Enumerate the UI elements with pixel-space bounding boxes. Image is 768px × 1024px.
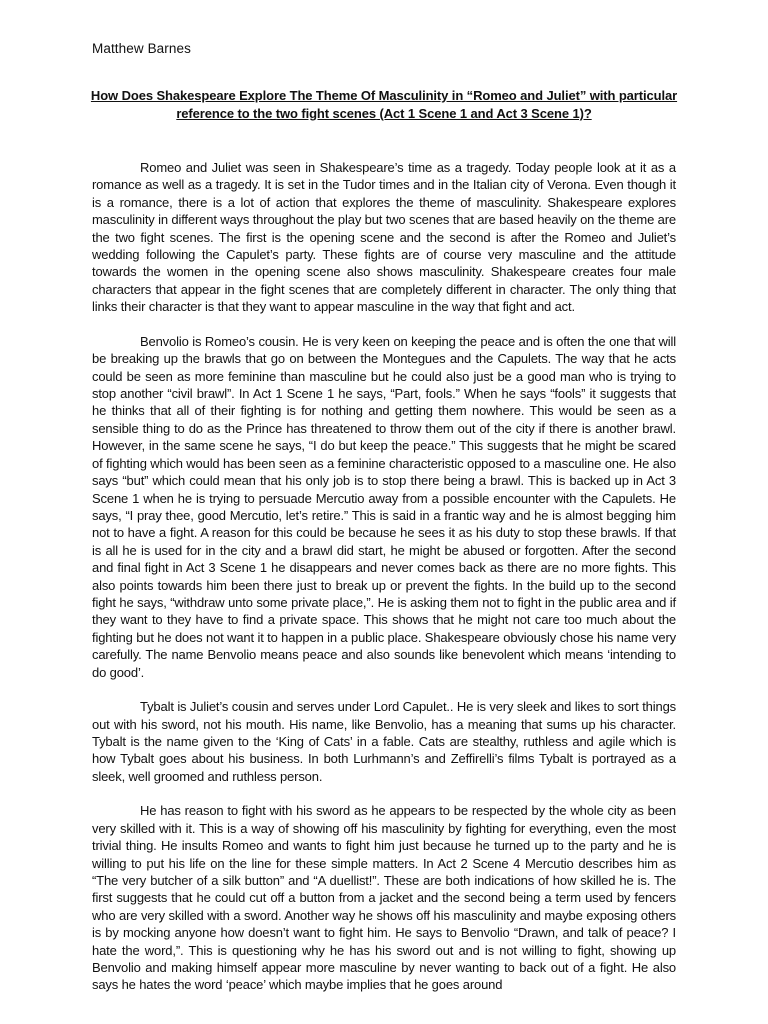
essay-title: How Does Shakespeare Explore The Theme Of Masculinity in “Romeo and Juliet” with particular reference to the two fight scenes (Act 1 Scene 1 and Act 3 Scene 1)? [90,88,678,121]
essay-body [92,159,676,1011]
paragraph-intro: Romeo and Juliet was seen in Shakespeare’s time as a tragedy. Today people look at it as a romance as well as a tragedy. It is set in the Tudor times and in the Italian city of Verona. Even though it is a romance, there is a lot of action that explores the theme of masculinity. Shakespeare explores masculinity in different ways throughout the play but two scenes that are based heavily on the theme are the two fight scenes. The first is the opening scene and the second is after the Romeo and Juliet’s wedding following the Capulet’s party. These fights are of course very masculine and the attitude towards the women in the opening scene also shows masculinity. Shakespeare creates four male characters that appear in the fight scenes that are completely different in character. The only thing that links their character is that they want to appear masculine in the way that fight and act. [92,160,676,315]
paragraph-tybalt: Tybalt is Juliet’s cousin and serves under Lord Capulet.. He is very sleek and likes to sort things out with his sword, not his mouth. His name, like Benvolio, has a meaning that sums up his character. Tybalt is the name given to the ‘King of Cats’ in a fable. Cats are stealthy, ruthless and agile which is how Tybalt goes about his business. In both Lurhmann’s and Zeffirelli’s films Tybalt is portrayed as a sleek, well groomed and ruthless person. [92,699,676,784]
paragraph-benvolio: Benvolio is Romeo’s cousin. He is very keen on keeping the peace and is often the one that will be breaking up the brawls that go on between the Montegues and the Capulets. The way that he acts could be seen as more feminine than masculine but he could also just be a good man who is trying to stop another “civil brawl”. In Act 1 Scene 1 he says, “Part, fools.” When he says “fools” it suggests that he thinks that all of their fighting is for nothing and getting them nowhere. This would be seen as a sensible thing to do as the Prince has threatened to throw them out of the city if there is another brawl. However, in the same scene he says, “I do but keep the peace.” This suggests that he might be scared of fighting which would has been seen as a feminine characteristic opposed to a masculine one. He also says “but” which could mean that his only job is to stop there being a brawl. This is backed up in Act 3 Scene 1 when he is trying to persuade Mercutio away from a possible encounter with the Capulets. He says, “I pray thee, good Mercutio, let’s retire.” This is said in a frantic way and he is almost begging him not to have a fight. A reason for this could be because he sees it as his duty to stop these brawls. If that is all he is used for in the city and a brawl did start, he might be abused or forgotten. After the second and final fight in Act 3 Scene 1 he disappears and never comes back as there are no more fights. This also points towards him been there just to break up or prevent the fights. In the build up to the second fight he says, “withdraw unto some private place,”. He is asking them not to fight in the public area and if they want to they have to find a private space. This shows that he might not care too much about the fighting but he does not want it to happen in a public place. Shakespeare obviously chose his name very carefully. The name Benvolio means peace and also sounds like benevolent which means ‘intending to do good’. [92,333,676,680]
paragraph-tybalt-sword: He has reason to fight with his sword as he appears to be respected by the whole city as been very skilled with it. This is a way of showing off his masculinity by fighting for everything, even the most trivial thing. He insults Romeo and wants to fight him just because he turned up to the party and he is willing to put his life on the line for these simple matters. In Act 2 Scene 4 Mercutio describes him as “The very butcher of a silk button” and “A duellist!”. These are both indications of how skilled he is. The first suggests that he could cut off a button from a jacket and the second being a term used by fencers who are very skilled with a sword. Another way he shows off his masculinity and maybe exposing others is by mocking anyone how doesn’t want to fight him. He says to Benvolio “Drawn, and talk of peace? I hate the word,”. This is questioning why he has his sword out and is not willing to fight, showing up Benvolio and making himself appear more masculine by never wanting to back out of a fight. He also says he hates the word ‘peace’ which maybe implies that he goes around [92,803,676,993]
author-name: Matthew Barnes [92,41,191,56]
